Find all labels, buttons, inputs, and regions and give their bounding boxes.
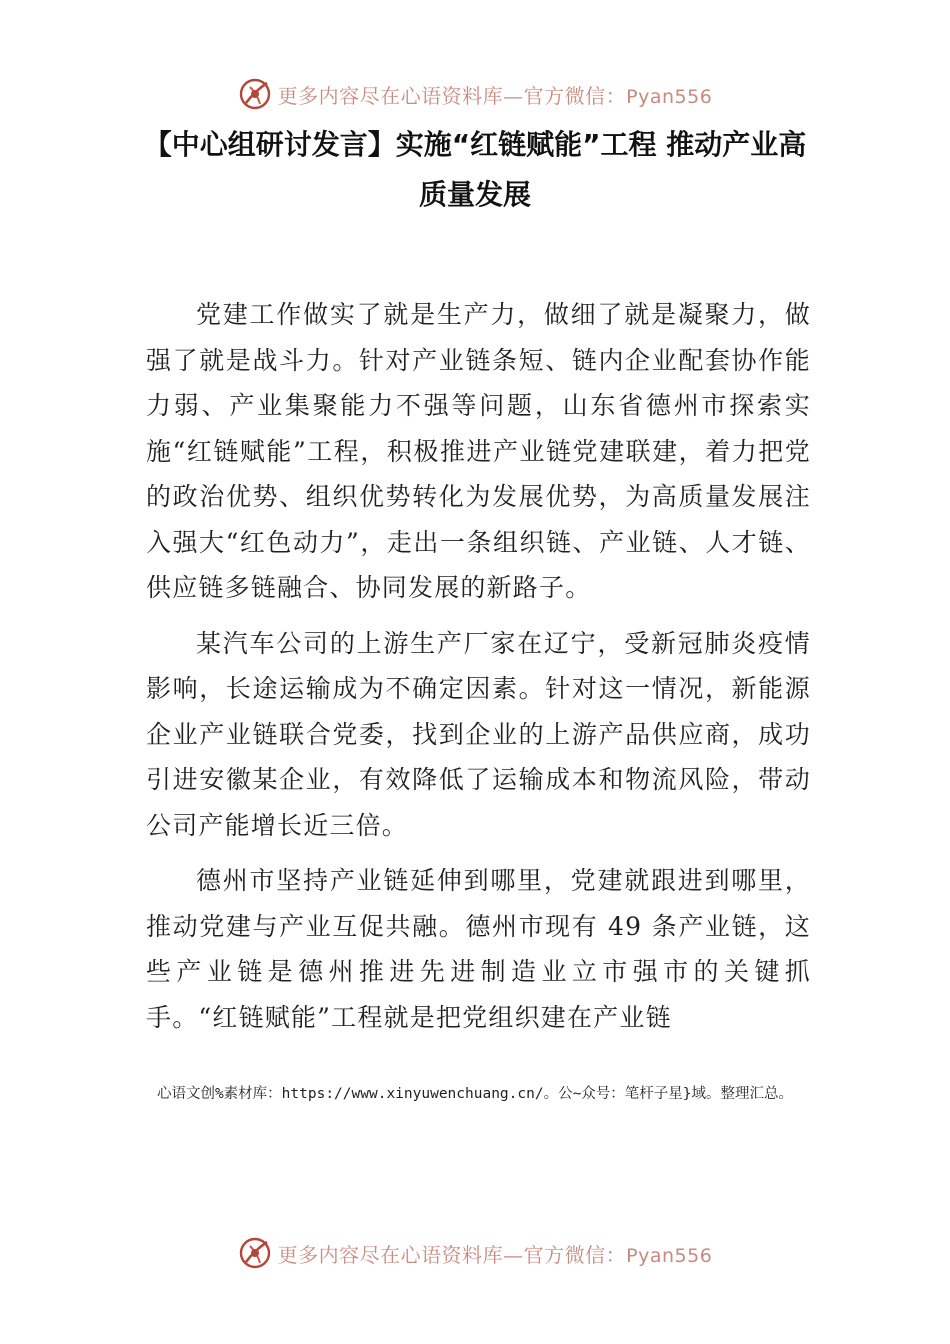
- document-title: 【中心组研讨发言】实施“红链赋能”工程 推动产业高质量发展: [143, 128, 807, 211]
- body-paragraph: 德州市坚持产业链延伸到哪里，党建就跟进到哪里，推动党建与产业互促共融。德州市现有 49 条产业链，这些产业链是德州推进先进制造业立市强市的关键抓手。“红链赋能”工程就是把党组织建在产业链: [146, 866, 811, 1032]
- banner-text: [278, 1239, 713, 1268]
- source-footnote: 心语文创%素材库：https://www.xinyuwenchuang.cn/。公~众号：笔杆子星}域。整理汇总。: [156, 1086, 794, 1102]
- body-paragraph: 党建工作做实了就是生产力，做细了就是凝聚力，做强了就是战斗力。针对产业链条短、链内企业配套协作能力弱、产业集聚能力不强等问题，山东省德州市探索实施“红链赋能”工程，积极推进产业链党建联建，着力把党的政治优势、组织优势转化为发展优势，为高质量发展注入强大“红色动力”，走出一条组织链、产业链、人才链、供应链多链融合、协同发展的新路子。: [146, 300, 811, 602]
- banner-main-text: 更多内容尽在心语资料库—官方微信：: [277, 83, 627, 108]
- banner-wechat-id: Pyan556: [626, 85, 713, 108]
- banner-main-text: 更多内容尽在心语资料库—官方微信：: [277, 1242, 627, 1267]
- red-seal-logo-icon: [238, 77, 272, 111]
- top-banner: [0, 74, 950, 114]
- document-body: [146, 292, 811, 1050]
- banner-wechat-id: Pyan556: [626, 1244, 713, 1267]
- banner-text: [278, 80, 713, 109]
- bottom-banner: [0, 1233, 950, 1273]
- red-seal-logo-icon: [238, 1236, 272, 1270]
- body-paragraph: 某汽车公司的上游生产厂家在辽宁，受新冠肺炎疫情影响，长途运输成为不确定因素。针对这一情况，新能源企业产业链联合党委，找到企业的上游产品供应商，成功引进安徽某企业，有效降低了运输成本和物流风险，带动公司产能增长近三倍。: [146, 628, 811, 840]
